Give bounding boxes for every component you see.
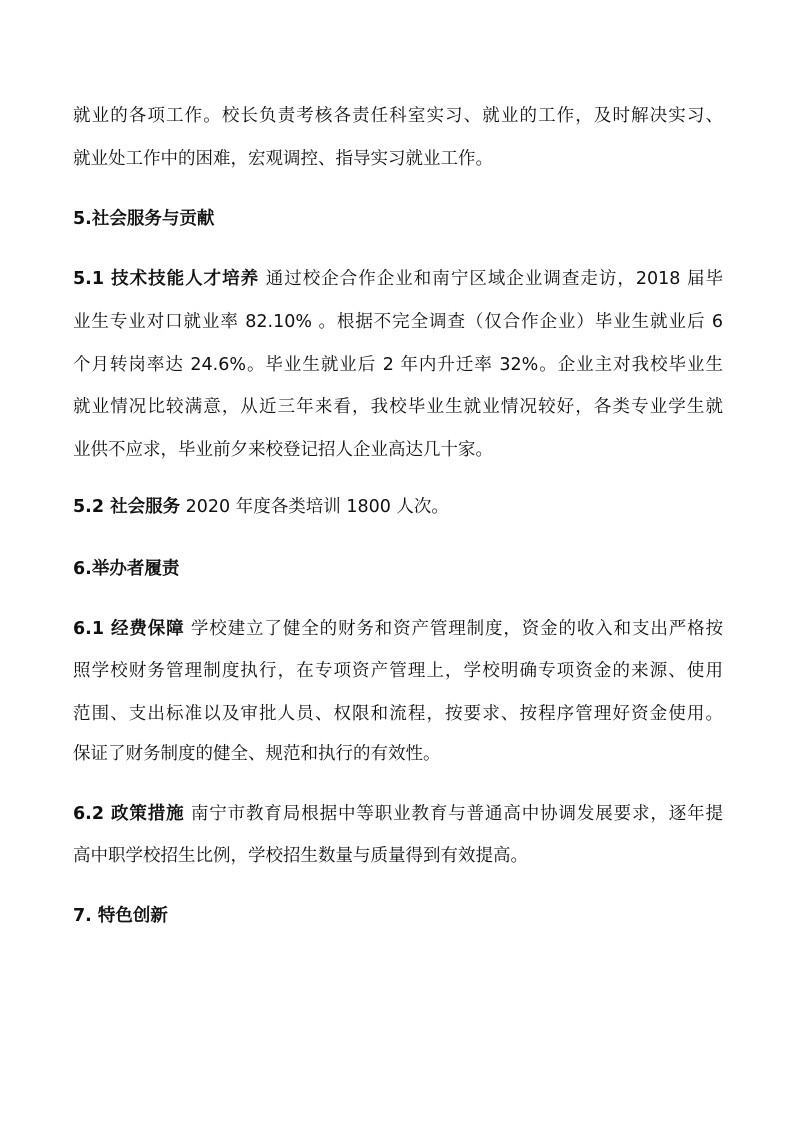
paragraph-text: 南宁市教育局根据中等职业教育与普通高中协调发展要求，逐年提 xyxy=(184,804,723,824)
paragraph-line: 业供不应求，毕业前夕来校登记招人企业高达几十家。 xyxy=(73,440,493,460)
paragraph-line xyxy=(73,616,723,642)
section-heading-7: 7. 特色创新 xyxy=(73,906,168,926)
paragraph-line: 业生专业对口就业率 82.10% 。根据不完全调查（仅合作企业）毕业生就业后 6 xyxy=(73,312,723,332)
paragraph-line: 就业处工作中的困难，宏观调控、指导实习就业工作。 xyxy=(73,149,493,169)
paragraph-line: 照学校财务管理制度执行，在专项资产管理上，学校明确专项资金的来源、使用 xyxy=(73,661,723,681)
paragraph-line: 保证了财务制度的健全、规范和执行的有效性。 xyxy=(73,744,441,764)
section-heading-5: 5.社会服务与贡献 xyxy=(73,209,215,229)
section-heading-6: 6.举办者履责 xyxy=(73,559,180,579)
paragraph-line xyxy=(73,801,723,827)
paragraph-line: 就业情况比较满意，从近三年来看，我校毕业生就业情况较好，各类专业学生就 xyxy=(73,397,723,417)
subsection-label-5-2: 5.2 社会服务 xyxy=(73,497,181,517)
paragraph-line: 就业的各项工作。校长负责考核各责任科室实习、就业的工作，及时解决实习、 xyxy=(73,106,723,126)
subsection-label-5-1: 5.1 技术技能人才培养 xyxy=(73,269,260,289)
subsection-label-6-2: 6.2 政策措施 xyxy=(73,804,185,824)
paragraph-line: 范围、支出标准以及审批人员、权限和流程，按要求、按程序管理好资金使用。 xyxy=(73,704,723,724)
paragraph-line xyxy=(73,266,723,292)
paragraph-line xyxy=(73,494,723,520)
subsection-label-6-1: 6.1 经费保障 xyxy=(73,619,185,639)
paragraph-text: 2020 年度各类培训 1800 人次。 xyxy=(180,497,449,517)
paragraph-text: 学校建立了健全的财务和资产管理制度，资金的收入和支出严格按 xyxy=(184,619,723,639)
paragraph-line: 个月转岗率达 24.6%。毕业生就业后 2 年内升迁率 32%。企业主对我校毕业生 xyxy=(73,355,723,375)
paragraph-text: 通过校企合作企业和南宁区域企业调查走访，2018 届毕 xyxy=(259,269,724,289)
paragraph-line: 高中职学校招生比例，学校招生数量与质量得到有效提高。 xyxy=(73,846,528,866)
